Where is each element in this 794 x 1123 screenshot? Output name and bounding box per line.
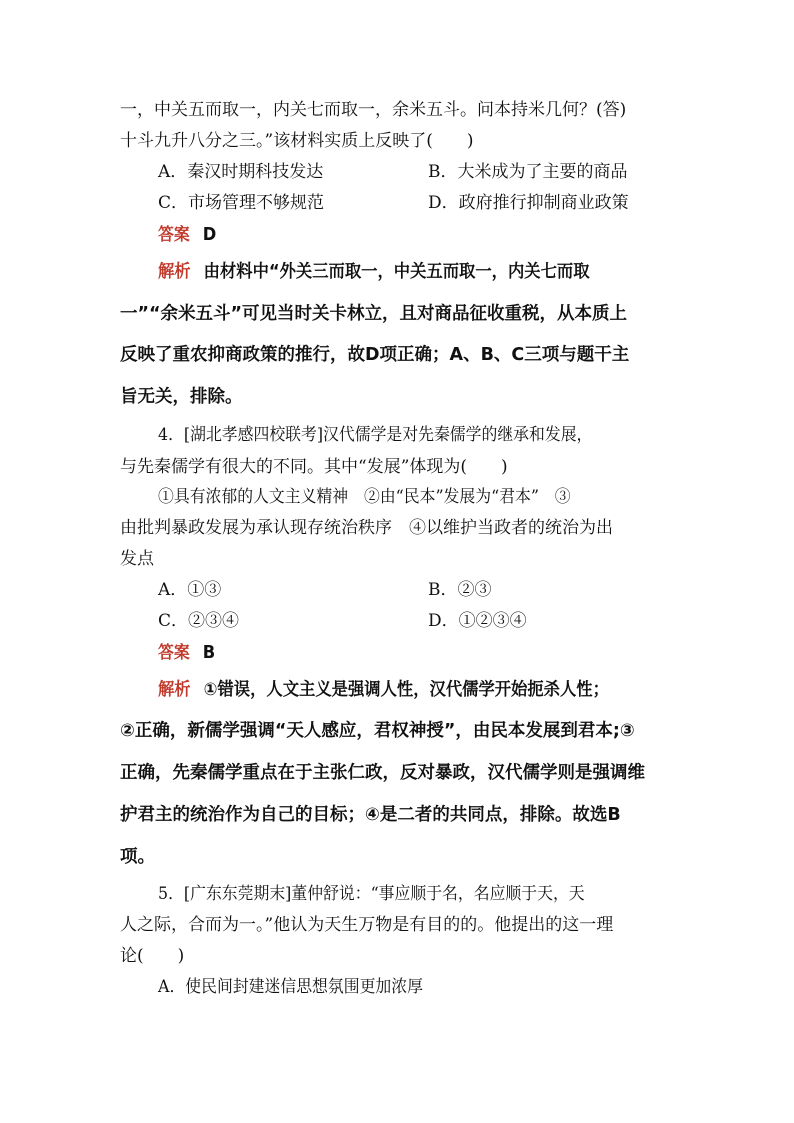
q4-statement-line-2: 由批判暴政发展为承认现存统治秩序 ④以维护当政者的统治为出 [120, 518, 613, 538]
q5-stem-line-2: 人之际，合而为一。”他认为天生万物是有目的的。他提出的这一理 [120, 915, 614, 935]
q3-option-b: B．大米成为了主要的商品 [428, 162, 628, 182]
q3-answer [158, 223, 680, 247]
q5-stem-line-3: 论( ) [120, 946, 185, 966]
q3-options-row-1 [158, 160, 678, 184]
q4-stem-line-1: 4．[湖北孝感四校联考]汉代儒学是对先秦儒学的继承和发展， [158, 425, 593, 445]
q4-analysis-label: 解析 [158, 680, 191, 700]
q4-analysis-line-4: 护君主的统治作为自己的目标；④是二者的共同点，排除。故选B [120, 805, 621, 825]
q4-answer-label: 答案 [158, 643, 190, 663]
q3-options-row-2 [158, 191, 678, 215]
q4-answer-value: B [202, 643, 216, 663]
q4-analysis-line-2: ②正确，新儒学强调“天人感应，君权神授”，由民本发展到君本;③ [120, 721, 635, 741]
q4-option-c: C．②③④ [158, 611, 240, 631]
q3-stem-line-2: 十斗九升八分之三。”该材料实质上反映了( ) [120, 131, 474, 151]
q4-analysis-line-5: 项。 [120, 847, 155, 867]
q3-option-a: A．秦汉时期科技发达 [158, 162, 324, 182]
q3-analysis-line-3: 反映了重农抑商政策的推行，故D项正确；A、B、C三项与题干主 [120, 345, 630, 365]
q4-statement-line-1: ①具有浓郁的人文主义精神 ②由“民本”发展为“君本” ③ [158, 487, 571, 507]
q3-analysis-text-1: 由材料中“外关三而取一，中关五而取一，内关七而取 [203, 262, 590, 282]
q5-option-a: A．使民间封建迷信思想氛围更加浓厚 [158, 977, 423, 997]
q4-options-row-2 [158, 609, 678, 633]
q4-stem-line-2: 与先秦儒学有很大的不同。其中“发展”体现为( ) [120, 457, 508, 477]
q4-answer [158, 641, 680, 665]
q3-analysis-label: 解析 [158, 262, 191, 282]
q4-option-b: B．②③ [428, 580, 492, 600]
q4-option-d: D．①②③④ [428, 611, 527, 631]
q3-option-c: C．市场管理不够规范 [158, 193, 325, 213]
q4-analysis-line-1 [158, 678, 680, 702]
q4-analysis-line-3: 正确，先秦儒学重点在于主张仁政，反对暴政，汉代儒学则是强调维 [120, 763, 645, 783]
q4-options-row-1 [158, 578, 678, 602]
q4-option-a: A．①③ [158, 580, 222, 600]
q3-answer-value: D [202, 225, 217, 245]
q4-statement-line-3: 发点 [120, 549, 154, 569]
q3-analysis-line-1 [158, 260, 680, 284]
q5-stem-line-1: 5．[广东东莞期末]董仲舒说：“事应顺于名，名应顺于天，天 [158, 884, 585, 904]
q3-analysis-line-2: 一”“余米五斗”可见当时关卡林立，且对商品征收重税，从本质上 [120, 304, 628, 324]
q4-analysis-text-1: ①错误，人文主义是强调人性，汉代儒学开始扼杀人性； [203, 680, 609, 700]
q3-option-d: D．政府推行抑制商业政策 [428, 193, 629, 213]
q3-stem-line-1: 一，中关五而取一，内关七而取一，余米五斗。问本持米几何？(答) [120, 100, 627, 120]
q3-answer-label: 答案 [158, 225, 190, 245]
q3-analysis-line-4: 旨无关，排除。 [120, 387, 243, 407]
